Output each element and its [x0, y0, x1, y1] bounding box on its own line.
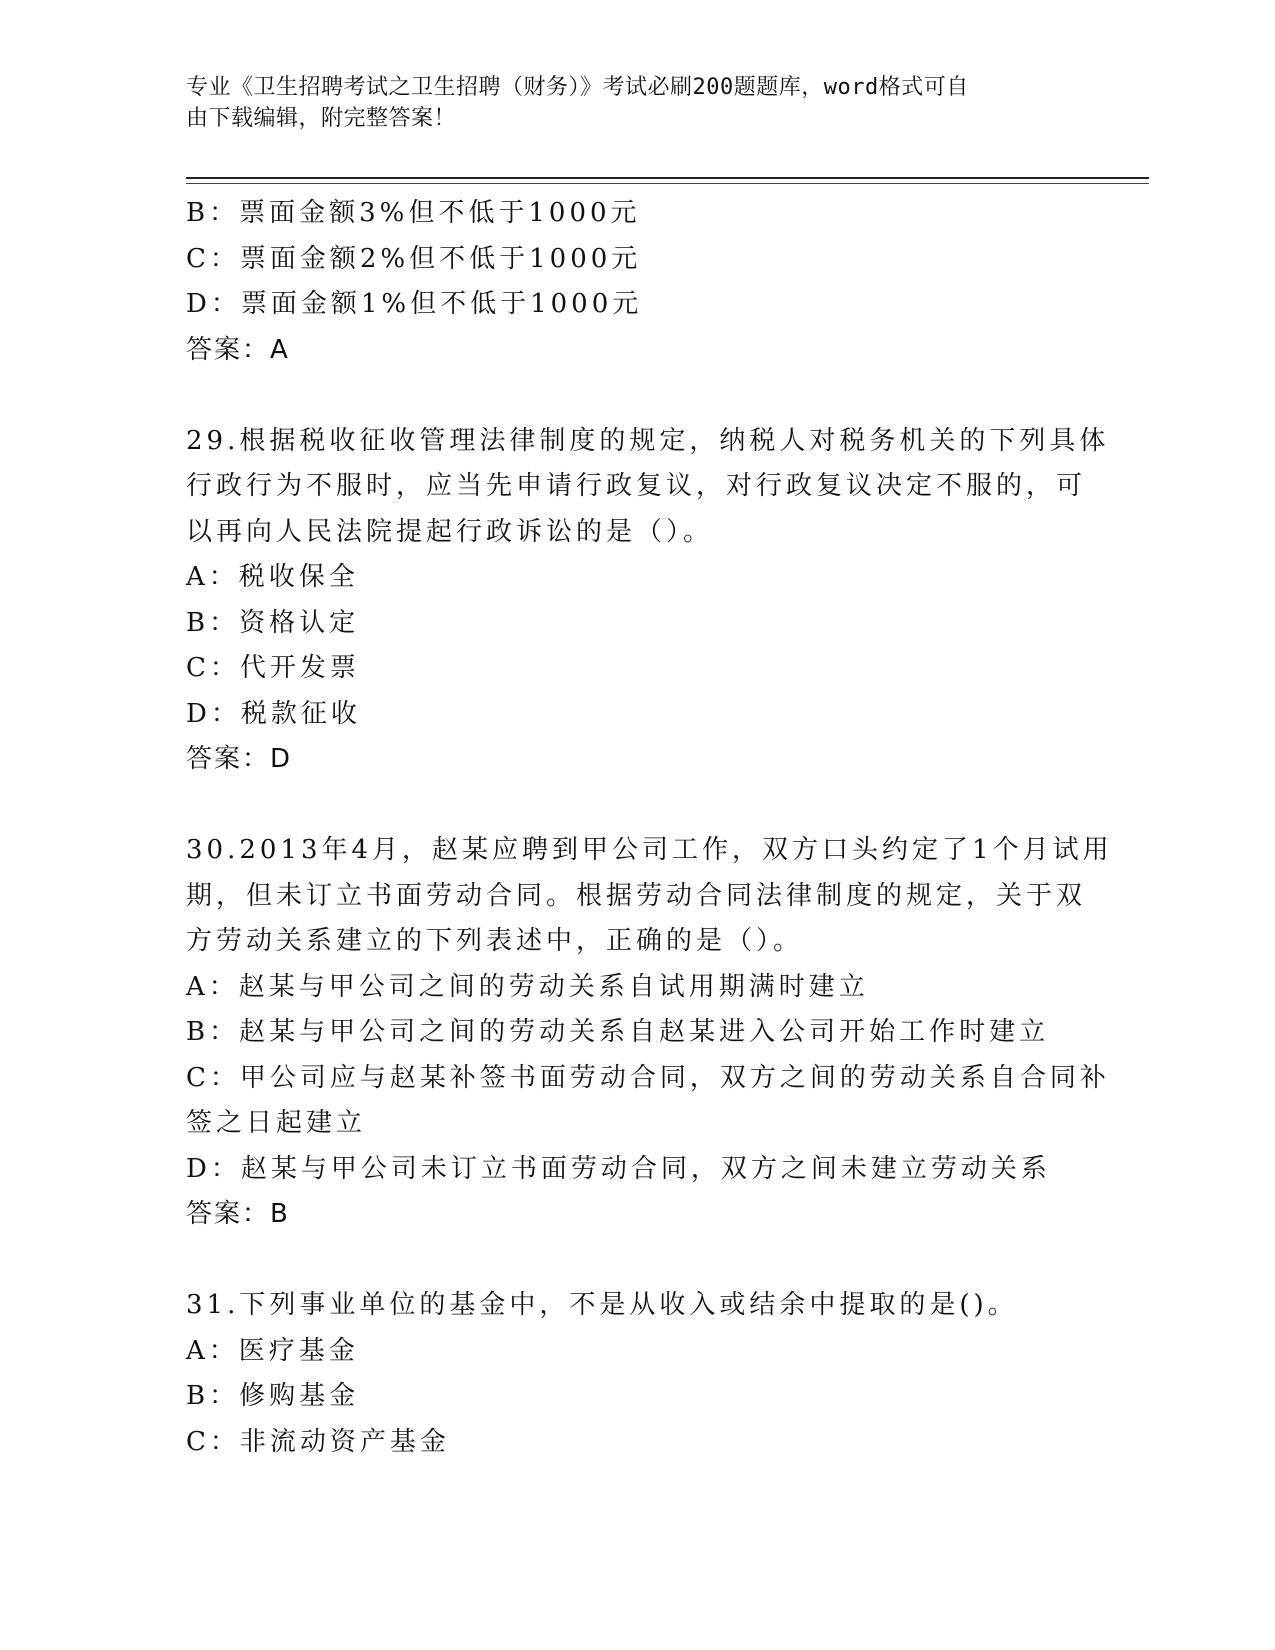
spacer	[186, 373, 1086, 419]
q28-option-c: C：票面金额2%但不低于1000元	[186, 243, 642, 274]
q28-option-d: D：票面金额1%但不低于1000元	[186, 289, 643, 319]
q30-option-a: A：赵某与甲公司之间的劳动关系自试用期满时建立	[186, 971, 869, 1002]
q30-stem-line-3: 方劳动关系建立的下列表述中，正确的是（）。	[186, 926, 804, 956]
q28-option-b: B：票面金额3%但不低于1000元	[186, 198, 641, 228]
q30-answer: 答案：B	[186, 1199, 290, 1229]
q29-stem-line-1: 29.根据税收征收管理法律制度的规定，纳税人对税务机关的下列具体	[186, 425, 1110, 456]
q31-option-c: C：非流动资产基金	[186, 1426, 450, 1457]
header-title-line-2: 由下载编辑，附完整答案！	[186, 106, 457, 131]
q29-answer: 答案：D	[186, 744, 293, 774]
q31-stem-line-1: 31.下列事业单位的基金中，不是从收入或结余中提取的是()。	[186, 1290, 1018, 1320]
header-divider-thick	[186, 177, 1149, 179]
question-29	[186, 419, 1110, 783]
q30-stem-line-2: 期，但未订立书面劳动合同。根据劳动合同法律制度的规定，关于双	[186, 880, 1087, 911]
question-30	[186, 828, 1113, 1238]
page-header	[186, 72, 1076, 134]
q31-option-a: A：医疗基金	[186, 1335, 359, 1366]
q30-stem-line-1: 30.2013年4月，赵某应聘到甲公司工作，双方口头约定了1个月试用	[186, 835, 1113, 865]
q29-option-d: D：税款征收	[186, 698, 361, 729]
question-28	[186, 191, 1086, 373]
question-31	[186, 1283, 1086, 1465]
spacer	[186, 1238, 1086, 1284]
q29-option-b: B：资格认定	[186, 607, 360, 638]
q31-option-b: B：修购基金	[186, 1381, 360, 1411]
document-body	[186, 191, 1113, 1465]
header-title-line-1: 专业《卫生招聘考试之卫生招聘（财务）》考试必刷200题题库，word格式可自	[186, 75, 969, 100]
q29-option-a: A：税收保全	[186, 562, 359, 592]
q30-option-b: B：赵某与甲公司之间的劳动关系自赵某进入公司开始工作时建立	[186, 1017, 1050, 1047]
header-divider-thin	[186, 183, 1149, 184]
q29-stem-line-3: 以再向人民法院提起行政诉讼的是（）。	[186, 516, 714, 547]
q29-stem-line-2: 行政行为不服时，应当先申请行政复议，对行政复议决定不服的，可	[186, 471, 1087, 501]
q28-answer: 答案：A	[186, 334, 290, 365]
spacer	[186, 783, 1086, 829]
q30-option-c-line-2: 签之日起建立	[186, 1108, 367, 1138]
q30-option-d: D：赵某与甲公司未订立书面劳动合同，双方之间未建立劳动关系	[186, 1153, 1051, 1184]
q30-option-c-line-1: C：甲公司应与赵某补签书面劳动合同，双方之间的劳动关系自合同补	[186, 1062, 1110, 1093]
q29-option-c: C：代开发票	[186, 653, 360, 683]
